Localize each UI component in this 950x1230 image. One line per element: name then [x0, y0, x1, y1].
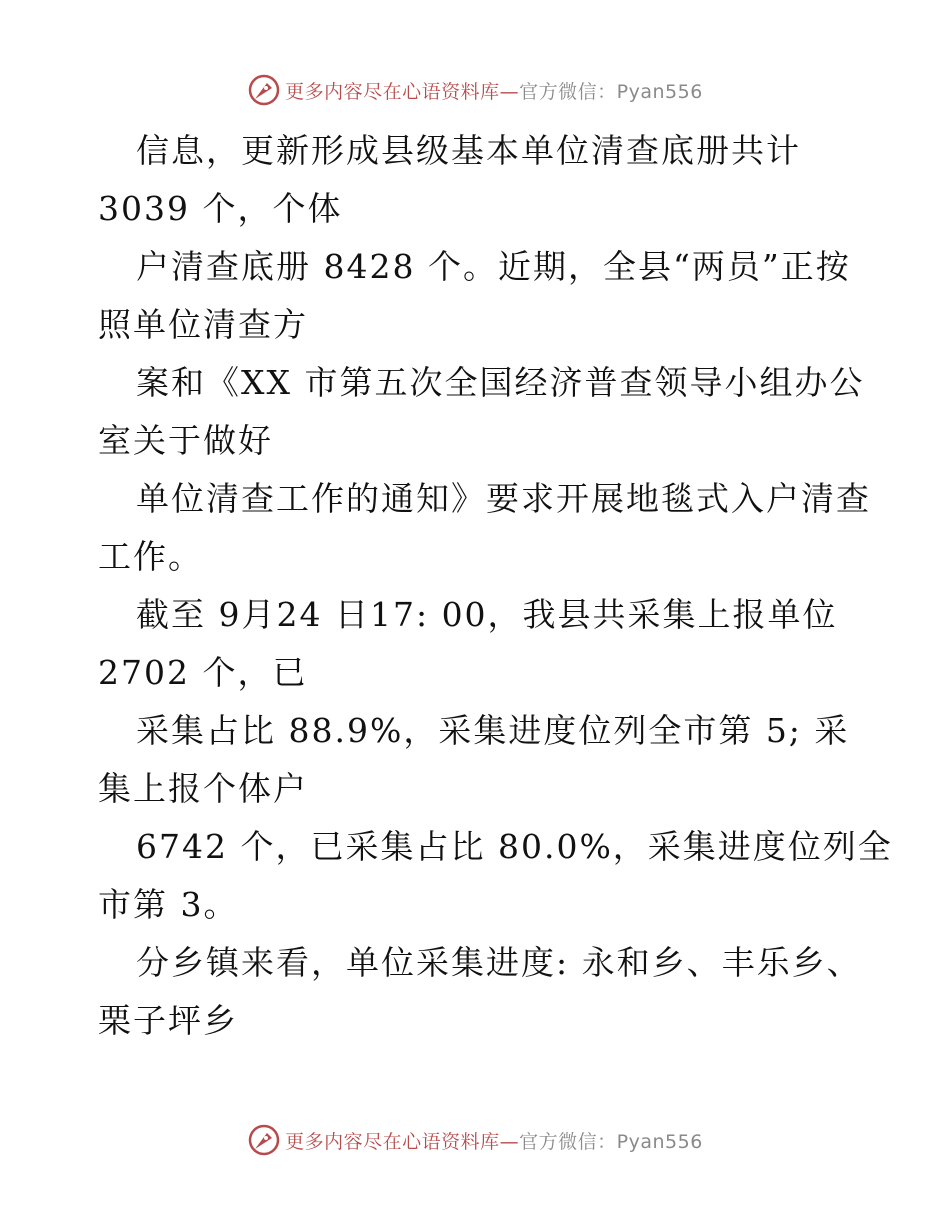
text-line: 6742 个，已采集占比 80.0%，采集进度位列全: [136, 827, 893, 866]
text-line: 采集占比 88.9%，采集进度位列全市第 5; 采: [136, 711, 850, 750]
text-line: 室关于做好: [98, 421, 273, 460]
footer-banner: [0, 1120, 950, 1160]
text-line: 截至 9月24 日17: 00，我县共采集上报单位: [136, 595, 838, 634]
banner-text: 更多内容尽在心语资料库—官方微信：Pyan556: [285, 1130, 703, 1153]
header-banner: [0, 70, 950, 110]
text-line: 栗子坪乡: [98, 1001, 238, 1040]
text-line: 3039 个，个体: [98, 189, 343, 228]
text-line: 2702 个，已: [98, 653, 308, 692]
text-line: 工作。: [98, 537, 203, 576]
text-line: 分乡镇来看，单位采集进度: 永和乡、丰乐乡、: [136, 943, 862, 982]
pen-nib-logo-icon: [247, 73, 281, 107]
text-line: 集上报个体户: [98, 769, 308, 808]
text-line: 单位清查工作的通知》要求开展地毯式入户清查: [136, 479, 871, 518]
document-body: [98, 122, 893, 1050]
text-line: 案和《XX 市第五次全国经济普查领导小组办公: [136, 363, 865, 402]
text-line: 信息，更新形成县级基本单位清查底册共计: [136, 131, 801, 170]
pen-nib-logo-icon: [247, 1123, 281, 1157]
text-line: 照单位清查方: [98, 305, 308, 344]
text-line: 市第 3。: [98, 885, 239, 924]
text-line: 户清查底册 8428 个。近期，全县“两员”正按: [136, 247, 851, 286]
banner-text: 更多内容尽在心语资料库—官方微信：Pyan556: [285, 80, 703, 103]
